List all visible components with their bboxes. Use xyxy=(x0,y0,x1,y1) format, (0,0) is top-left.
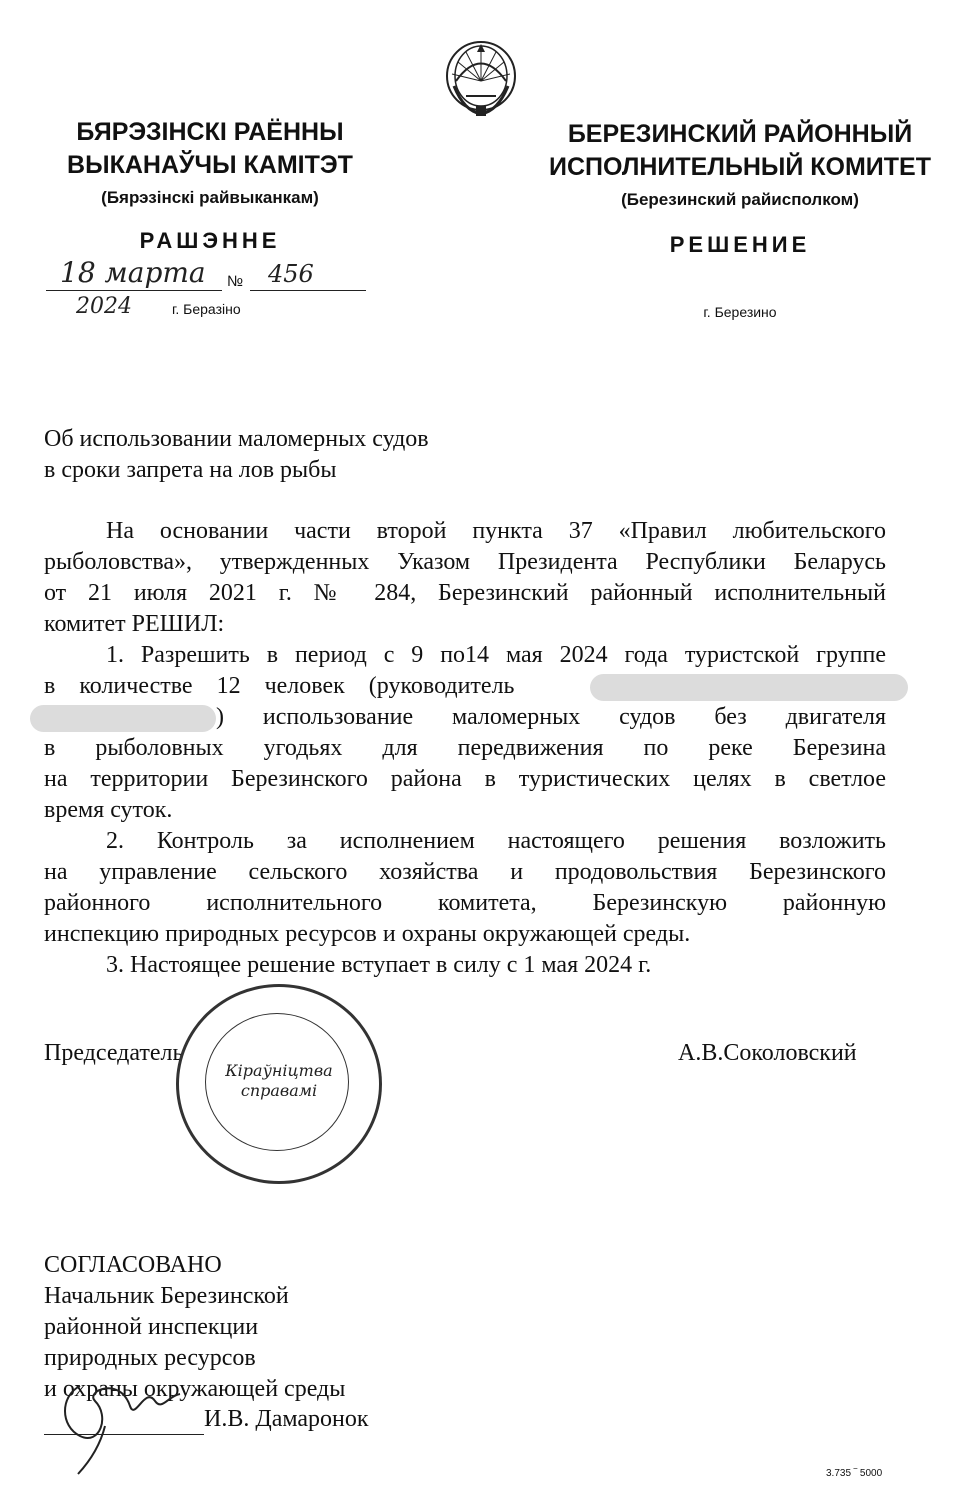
approval-line: природных ресурсов xyxy=(44,1345,256,1371)
doc-type-russian: РЕШЕНИЕ xyxy=(669,232,811,257)
doc-type-belarusian: РАШЭННЕ xyxy=(139,228,281,253)
print-code: 3.735 ‾ 5000 xyxy=(826,1468,883,1479)
document-subject xyxy=(44,424,429,486)
approval-heading: СОГЛАСОВАНО xyxy=(44,1252,222,1278)
approval-name: И.В. Дамаронок xyxy=(204,1406,369,1432)
body-line: На основании части второй пункта 37 «Правил любительского xyxy=(106,518,886,544)
org-short-name-russian: (Березинский райисполком) xyxy=(621,190,859,209)
number-label: № xyxy=(227,273,244,290)
body-line: рыболовства», утвержденных Указом Президента Республики Беларусь xyxy=(44,549,886,575)
chairman-name: А.В.Соколовский xyxy=(678,1040,857,1066)
org-name-belarusian-line1: БЯРЭЗІНСКІ РАЁННЫ xyxy=(76,118,344,146)
state-emblem xyxy=(436,36,526,126)
redacted-name xyxy=(30,705,216,732)
body-line: районного исполнительного комитета, Березинскую районную xyxy=(44,890,886,916)
handwritten-year: 2024 xyxy=(76,294,132,319)
body-line: время суток. xyxy=(44,797,173,823)
approval-line: районной инспекции xyxy=(44,1314,259,1340)
seal-text xyxy=(179,1061,379,1101)
subject-line: Об использовании маломерных судов xyxy=(44,426,429,452)
round-seal-stamp-icon xyxy=(176,984,382,1184)
body-line-redacted xyxy=(44,702,886,733)
redacted-name xyxy=(590,674,908,701)
body-line: комитет РЕШИЛ: xyxy=(44,611,225,637)
org-name-russian-line2: ИСПОЛНИТЕЛЬНЫЙ КОМИТЕТ xyxy=(549,153,931,181)
body-line-text: в количестве 12 человек (руководитель xyxy=(44,673,515,699)
body-line-text: ) использование маломерных судов без двигателя xyxy=(216,704,886,730)
body-line: в рыболовных угодьях для передвижения по реке Березина xyxy=(44,735,886,761)
org-name-belarusian-line2: ВЫКАНАЎЧЫ КАМІТЭТ xyxy=(67,151,353,179)
approval-line: Начальник Березинской xyxy=(44,1283,289,1309)
document-body xyxy=(44,516,886,981)
number-underline xyxy=(250,290,366,291)
belarus-emblem-icon xyxy=(436,36,526,126)
body-line: на территории Березинского района в туристических целях в светлое xyxy=(44,766,886,792)
seal-text-line: справамі xyxy=(240,1081,318,1100)
chairman-role: Председатель xyxy=(44,1040,184,1066)
city-russian: г. Березино xyxy=(703,304,777,320)
subject-line: в сроки запрета на лов рыбы xyxy=(44,457,337,483)
body-line: 2. Контроль за исполнением настоящего решения возложить xyxy=(106,828,886,854)
body-line: от 21 июля 2021 г. № 284, Березинский районный исполнительный xyxy=(44,580,886,606)
org-name-russian xyxy=(540,118,940,184)
handwritten-date: 18 марта xyxy=(60,256,206,289)
body-line: 3. Настоящее решение вступает в силу с 1 мая 2024 г. xyxy=(106,952,652,978)
body-line: инспекцию природных ресурсов и охраны окружающей среды. xyxy=(44,921,691,947)
org-short-name-belarusian: (Бярэзінскі райвыканкам) xyxy=(101,188,319,207)
date-underline xyxy=(46,290,222,291)
handwritten-number: 456 xyxy=(268,260,314,288)
org-name-russian-line1: БЕРЕЗИНСКИЙ РАЙОННЫЙ xyxy=(567,120,913,148)
body-line-redacted xyxy=(44,671,886,702)
approval-line: и охраны окружающей среды xyxy=(44,1376,346,1402)
city-belarusian: г. Беразіно xyxy=(172,301,241,317)
handwritten-signature-icon xyxy=(50,1366,200,1476)
org-name-belarusian xyxy=(30,116,390,182)
body-line: на управление сельского хозяйства и продовольствия Березинского xyxy=(44,859,886,885)
body-line: 1. Разрешить в период с 9 по14 мая 2024 года туристской группе xyxy=(106,642,886,668)
seal-text-line: Кіраўніцтва xyxy=(225,1061,333,1080)
